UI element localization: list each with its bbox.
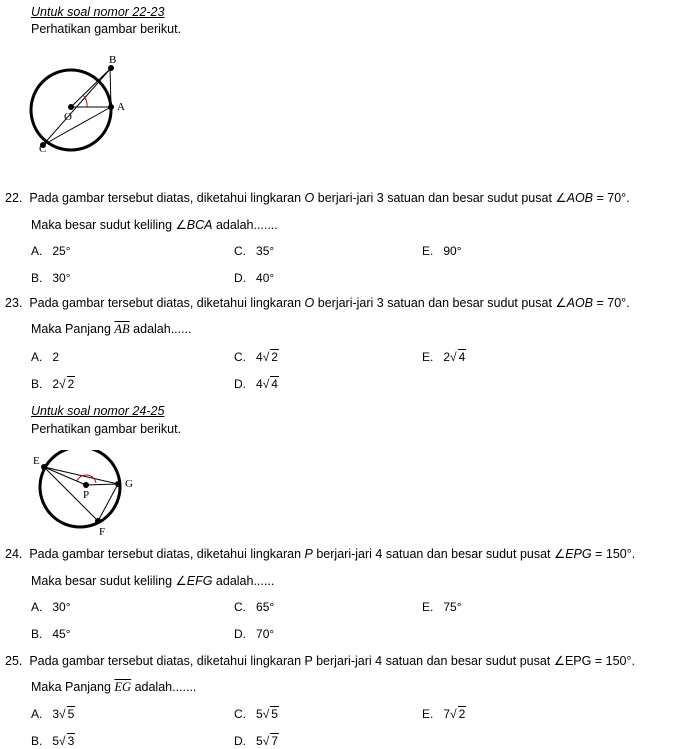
q23-option-d[interactable]: D. 4√ 4 xyxy=(234,377,278,391)
q25-option-c[interactable]: C. 5√ 5 xyxy=(234,707,278,721)
radius-pg xyxy=(86,484,118,485)
q22-stem: 22. Pada gambar tersebut diatas, diketahui lingkaran O berjari-jari 3 satuan dan besar sudut pusat ∠AOB = 70°. xyxy=(5,191,630,205)
q23-stem: 23. Pada gambar tersebut diatas, diketahui lingkaran O berjari-jari 3 satuan dan besar sudut pusat ∠AOB = 70°. xyxy=(5,296,630,310)
label-a: A xyxy=(117,101,125,113)
point-p xyxy=(83,482,89,488)
q22-option-c[interactable]: C. 35° xyxy=(234,244,275,258)
chord-ca xyxy=(43,107,111,145)
segment-eg: $\overline{EG}$ xyxy=(114,680,132,694)
segment-ab: $\overline{AB}$ xyxy=(114,322,130,336)
q25-option-a[interactable]: A. 3√ 5 xyxy=(31,707,75,721)
q25-option-b[interactable]: B. 5√ 3 xyxy=(31,734,75,748)
label-b: B xyxy=(109,54,117,66)
q24-option-a[interactable]: A. 30° xyxy=(31,600,71,614)
label-o: O xyxy=(64,111,72,123)
q23-option-b[interactable]: B. 2√ 2 xyxy=(31,377,75,391)
angle-arc-epg xyxy=(77,475,96,483)
q22-question: Maka besar sudut keliling ∠BCA adalah....... xyxy=(31,218,278,232)
label-p: P xyxy=(83,489,90,501)
q25-question: Maka Panjang $\overline{EG}$ adalah....... xyxy=(31,680,197,694)
section1-instruction: Perhatikan gambar berikut. xyxy=(31,22,182,36)
q24-stem: 24. Pada gambar tersebut diatas, diketahui lingkaran P berjari-jari 4 satuan dan besar sudut pusat ∠EPG = 150°. xyxy=(5,547,636,561)
label-c: C xyxy=(39,143,47,155)
radius-pe xyxy=(44,467,86,485)
q24-option-d[interactable]: D. 70° xyxy=(234,627,275,641)
point-o xyxy=(68,104,74,110)
circle-figure-2 xyxy=(30,450,140,540)
point-g xyxy=(115,481,121,487)
circle-figure-1 xyxy=(25,52,135,157)
section2-instruction: Perhatikan gambar berikut. xyxy=(31,422,182,436)
q22-option-d[interactable]: D. 40° xyxy=(234,271,275,285)
section2-heading: Untuk soal nomor 24-25 xyxy=(31,404,165,418)
q24-option-c[interactable]: C. 65° xyxy=(234,600,275,614)
label-e: E xyxy=(33,455,40,467)
point-a xyxy=(108,104,114,110)
q24-option-b[interactable]: B. 45° xyxy=(31,627,71,641)
point-e xyxy=(41,464,47,470)
q22-option-a[interactable]: A. 25° xyxy=(31,244,71,258)
q25-option-e[interactable]: E. 7√ 2 xyxy=(422,707,466,721)
q22-option-e[interactable]: E. 90° xyxy=(422,244,462,258)
point-f xyxy=(95,518,101,524)
label-g: G xyxy=(125,478,133,490)
q22-option-b[interactable]: B. 30° xyxy=(31,271,71,285)
q23-option-c[interactable]: C. 4√ 2 xyxy=(234,350,278,364)
q25-option-d[interactable]: D. 5√ 7 xyxy=(234,734,278,748)
q25-stem: 25. Pada gambar tersebut diatas, diketahui lingkaran P berjari-jari 4 satuan dan besar sudut pusat ∠EPG = 150°. xyxy=(5,654,635,668)
circle-p xyxy=(40,450,120,527)
chord-eg xyxy=(44,467,118,484)
q23-option-e[interactable]: E. 2√ 4 xyxy=(422,350,466,364)
label-f: F xyxy=(99,526,106,538)
q23-option-a[interactable]: A. 2 xyxy=(31,350,60,364)
q24-option-e[interactable]: E. 75° xyxy=(422,600,462,614)
section1-heading: Untuk soal nomor 22-23 xyxy=(31,5,165,19)
q24-question: Maka besar sudut keliling ∠EFG adalah...... xyxy=(31,574,275,588)
q23-question: Maka Panjang $\overline{AB}$ adalah...... xyxy=(31,322,192,336)
